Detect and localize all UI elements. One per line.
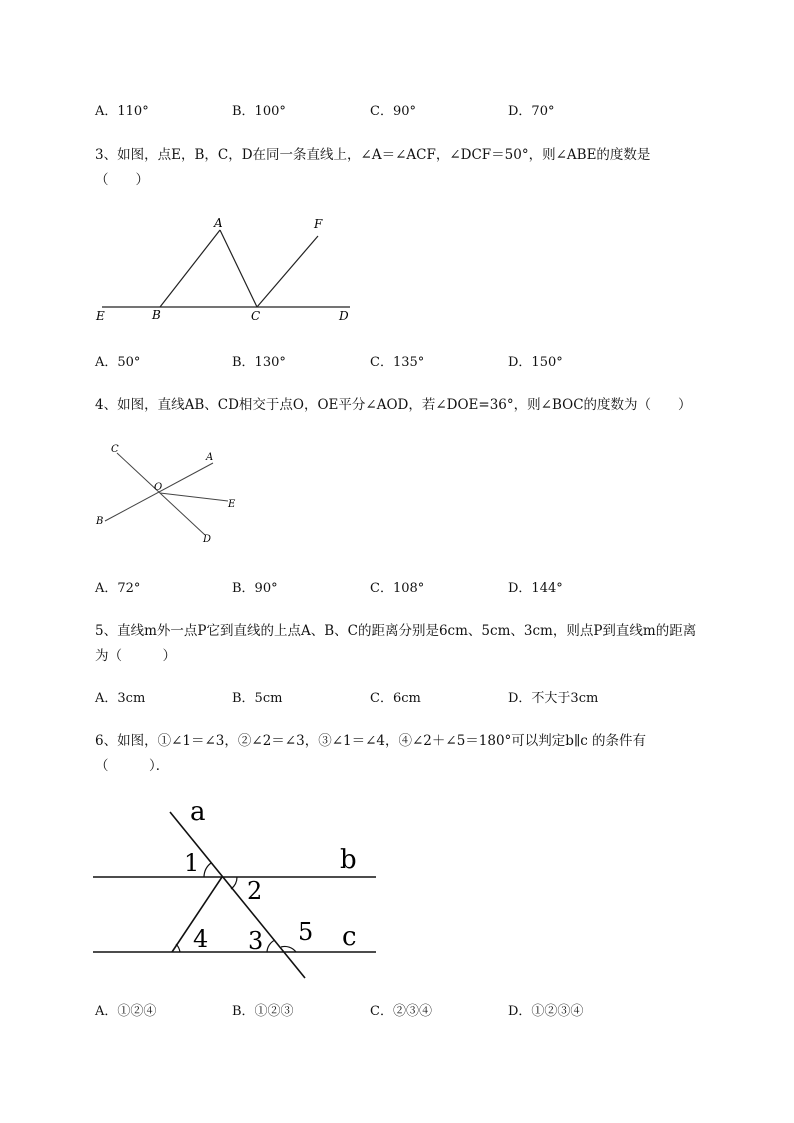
q6-option-d: D．①②③④ [508,1004,584,1019]
q6-angle-1: 1 [184,849,200,877]
q3-label-b: B [152,308,161,322]
q3-label-f: F [314,217,323,231]
q6-stem-blank: （ ）． [95,758,170,774]
q6-option-c: C．②③④ [370,1004,432,1019]
q2-option-d: D．70° [508,104,555,119]
q6-angle-5: 5 [298,918,314,946]
q6-angle-4: 4 [193,925,209,953]
q4-label-o: O [154,482,163,493]
q4-option-b: B．90° [232,581,278,596]
q3-option-d: D．150° [508,355,563,370]
q6-label-c: c [342,922,357,952]
q2-option-c: C．90° [370,104,416,119]
q3-label-e: E [96,309,105,323]
q6-stem: 6、如图，①∠1＝∠3，②∠2＝∠3，③∠1＝∠4，④∠2＋∠5＝180°可以判定b∥c 的条件有 [95,733,647,749]
q3-option-b: B．130° [232,355,286,370]
q3-option-c: C．135° [370,355,425,370]
q3-label-a: A [214,216,223,230]
q4-label-b: B [96,516,104,527]
q5-option-d: D．不大于3cm [508,691,599,706]
q6-option-b: B．①②③ [232,1004,294,1019]
q4-label-d: D [203,534,212,545]
q3-label-c: C [251,309,261,323]
q6-angle-3: 3 [248,927,264,955]
q5-stem: 5、直线m外一点P它到直线的上点A、B、C的距离分别是6cm、5cm、3cm，则点P到直线m的距离 [95,623,697,639]
q4-label-e: E [228,499,236,510]
q4-stem: 4、如图，直线AB、CD相交于点O，OE平分∠AOD，若∠DOE=36°，则∠BOC的度数为（ ） [95,397,692,413]
q2-option-b: B．100° [232,104,286,119]
q5-option-a: A．3cm [95,691,146,706]
q3-stem: 3、如图，点E，B，C，D在同一条直线上，∠A＝∠ACF，∠DCF＝50°，则∠ABE的度数是 [95,147,651,163]
q6-label-b: b [340,845,357,875]
q5-stem-blank: 为（ ） [95,648,176,664]
q4-option-a: A．72° [95,581,141,596]
q3-option-a: A．50° [95,355,141,370]
q3-figure [90,210,360,325]
q2-option-a: A．110° [95,104,149,119]
q3-label-d: D [339,309,349,323]
q4-option-d: D．144° [508,581,563,596]
q5-option-b: B．5cm [232,691,283,706]
q4-label-c: C [111,444,119,455]
q3-stem-blank: （ ） [95,172,149,188]
q4-label-a: A [206,452,214,463]
q4-figure [90,438,250,548]
q6-angle-2: 2 [247,877,263,905]
q5-option-c: C．6cm [370,691,421,706]
q6-label-a: a [190,797,206,827]
q6-figure [90,795,382,985]
q6-option-a: A．①②④ [95,1004,157,1019]
q4-option-c: C．108° [370,581,425,596]
